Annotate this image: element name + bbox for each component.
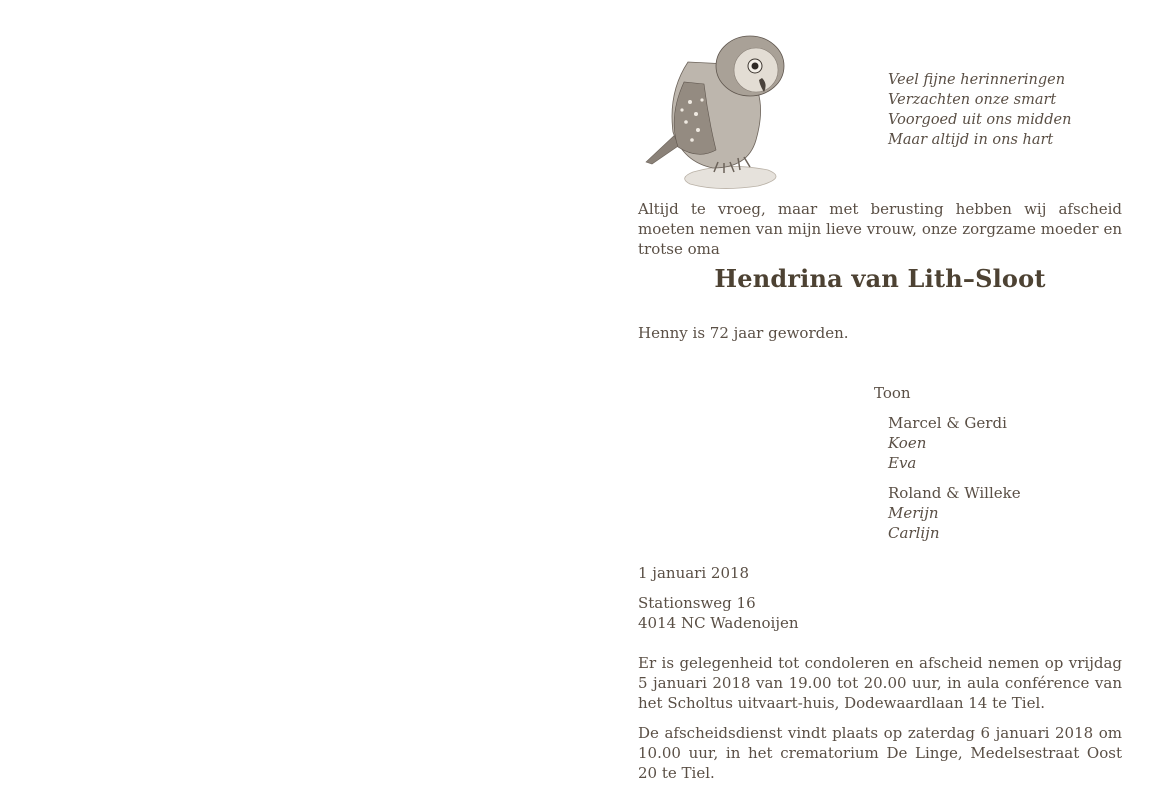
card-page bbox=[638, 0, 1122, 811]
spouse-name: Toon bbox=[874, 384, 911, 402]
poem-line: Verzachten onze smart bbox=[888, 92, 1057, 108]
grandchild-name: Merijn bbox=[888, 504, 939, 522]
grandchild-name: Eva bbox=[888, 454, 917, 472]
death-date: 1 januari 2018 bbox=[638, 564, 750, 582]
poem-line: Voorgoed uit ons midden bbox=[888, 112, 1072, 128]
age-line: Henny is 72 jaar geworden. bbox=[638, 324, 849, 342]
child-block bbox=[888, 413, 1021, 473]
condolence-text: Er is gelegenheid tot condoleren en afscheid nemen op vrijdag 5 januari 2018 van 19.00 tot 20.00 uur, in aula conférence van het Scholtus uitvaart-huis, Dodewaardlaan 14 te Tiel. bbox=[638, 654, 1122, 712]
poem-line: Maar altijd in ons hart bbox=[888, 132, 1054, 148]
grandchild-name: Koen bbox=[888, 434, 927, 452]
poem bbox=[888, 70, 1071, 150]
family-list bbox=[874, 383, 1021, 553]
child-block bbox=[888, 483, 1021, 543]
intro-text: Altijd te vroeg, maar met berusting hebben wij afscheid moeten nemen van mijn lieve vrouw, onze zorgzame moeder en trotse oma bbox=[638, 200, 1122, 258]
grandchild-name: Carlijn bbox=[888, 524, 940, 542]
child-name: Marcel & Gerdi bbox=[888, 414, 1007, 432]
owl-illustration bbox=[638, 22, 798, 190]
service-text: De afscheidsdienst vindt plaats op zaterdag 6 januari 2018 om 10.00 uur, in het crematorium De Linge, Medelsestraat Oost 20 te Tiel. bbox=[638, 724, 1122, 782]
poem-line: Veel fijne herinneringen bbox=[888, 72, 1066, 88]
address bbox=[638, 593, 799, 633]
child-name: Roland & Willeke bbox=[888, 484, 1021, 502]
address-city: 4014 NC Wadenoijen bbox=[638, 614, 799, 632]
address-street: Stationsweg 16 bbox=[638, 594, 756, 612]
deceased-name: Hendrina van Lith–Sloot bbox=[714, 264, 1046, 293]
